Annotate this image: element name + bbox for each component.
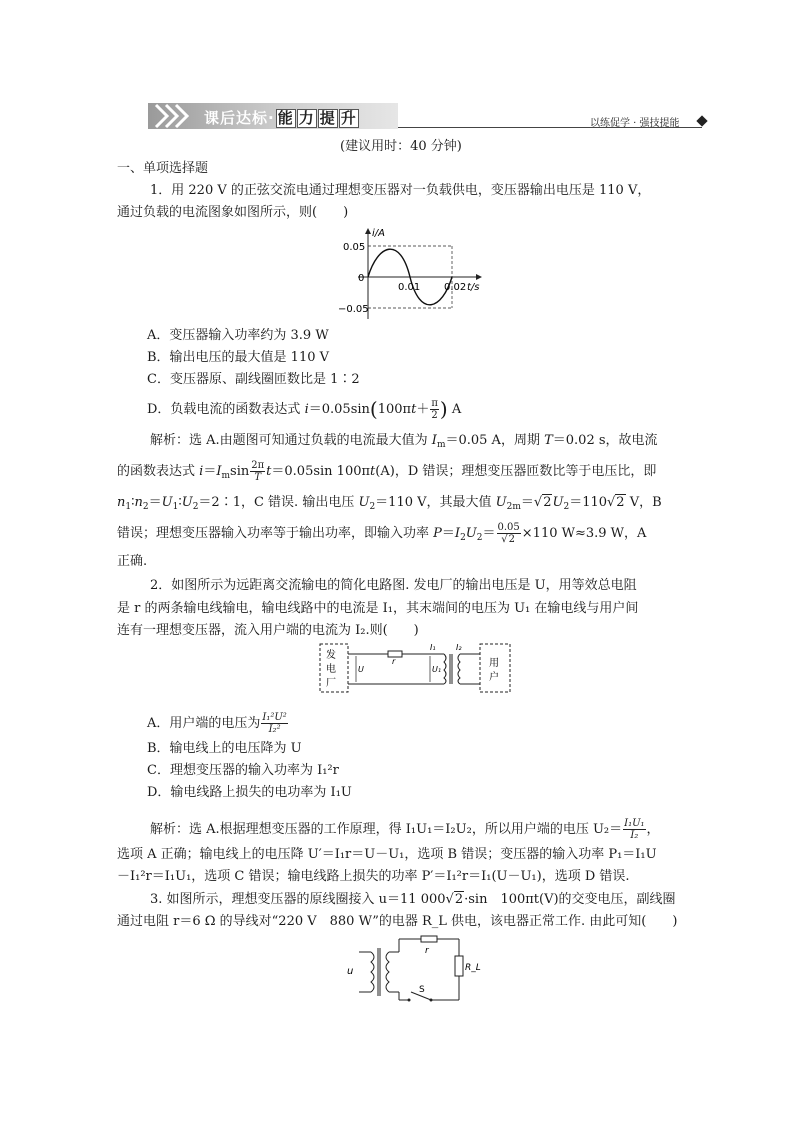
q2-solution-line2: 选项 A 正确；输电线上的电压降 U′＝I₁r＝U－U₁，选项 B 错误；变压器的输入功率 P₁＝I₁U [117, 847, 657, 862]
graph-tick-top: 0.05 [343, 242, 366, 253]
label-r: r [392, 657, 396, 666]
q1-stem-line1: 1．用 220 V 的正弦交流电通过理想变压器对一负载供电，变压器输出电压是 110 V， [150, 183, 651, 198]
q2-stem-line1: 2．如图所示为远距离交流输电的简化电路图. 发电厂的输出电压是 U，用等效总电阻 [150, 578, 637, 593]
q3-circuit-diagram [345, 934, 485, 1004]
q1-option-b[interactable]: B．输出电压的最大值是 110 V [147, 350, 330, 365]
q1-solution-line3: $n_1∶n_2=U_1∶U_2=2∶1$，C 错误. 输出电压 $U_2=110$ V，其最大值 $U_{2m}=√2U_2=110√2$ V，B [117, 495, 662, 512]
q2-option-a[interactable]: A．用户端的电压为 $\frac{\text{I₁²U²}}{\text{I₂²}}$ [147, 712, 287, 735]
q3-label-u: u [347, 966, 354, 977]
header-subtitle: 能 力 提 升 [277, 109, 357, 127]
q2-stem-line2: 是 r 的两条输电线输电，输电线路中的电流是 I₁，其末端间的电压为 U₁ 在输电线与用户间 [117, 601, 639, 616]
graph-tick-x1: 0.01 [398, 282, 421, 293]
graph-y-arrow [365, 228, 371, 234]
graph-ylabel: i/A [372, 228, 385, 239]
section-header [148, 103, 398, 129]
user-char-1: 用 [489, 658, 499, 669]
q3-primary-coil [371, 952, 374, 992]
q1-option-d[interactable]: D．负载电流的函数表达式 i＝0.05sin(100πt＋ $\frac{\pi}{2}$ ) A [147, 397, 462, 421]
q2-stem-line3: 连有一理想变压器，流入用户端的电流为 I₂.则( ) [117, 623, 419, 638]
header-slogan: 以练促学 · 强技提能 [590, 118, 680, 129]
q1-current-graph [338, 224, 488, 324]
q3-label-s: S [419, 985, 425, 995]
q1-solution-line2: 的函数表达式 $i=I_m\sin$ $\frac{2\pi}{T}$ t＝0.05sin 100πt(A)，D 错误；理想变压器匝数比等于电压比，即 [117, 460, 657, 483]
q3-label-r: r [425, 946, 429, 956]
q3-label-rl: R_L [465, 963, 481, 973]
q3-secondary-coil [386, 952, 389, 992]
q3-stem-line2: 通过电阻 r＝6 Ω 的导线对“220 V 880 W”的电器 R_L 供电，该电器正常工作. 由此可知( ) [117, 914, 678, 929]
q3-load-rl [455, 956, 463, 976]
q1-solution-line4: 错误；理想变压器输入功率等于输出功率，即输入功率 $P=I_2U_2=$ $\frac{0.05}{√2}$ ×110 W≈3.9 W，A [117, 522, 647, 545]
chevron-right-icon [154, 103, 194, 129]
q2-solution-line1: 解析：选 A.根据理想变压器的工作原理，得 I₁U₁＝I₂U₂，所以用户端的电压 U₂＝ $\frac{\text{I₁U₁}}{\text{I₂}}$ ， [150, 818, 660, 841]
q3-resistor-r [421, 936, 437, 942]
q2-option-d[interactable]: D．输电线路上损失的电功率为 I₁U [147, 785, 352, 800]
graph-tick-bottom: −0.05 [338, 304, 369, 315]
graph-x-arrow [476, 274, 482, 280]
section-title: 一、单项选择题 [117, 161, 209, 176]
q3-stem-line1: 3. 如图所示，理想变压器的原线圈接入 u＝11 000√2·sin 100πt(V)的交变电压，副线圈 [150, 892, 676, 907]
user-char-2: 户 [489, 672, 499, 683]
q1-option-a[interactable]: A．变压器输入功率约为 3.9 W [147, 328, 329, 343]
graph-xlabel: t/s [467, 282, 480, 293]
time-note: (建议用时：40 分钟) [340, 139, 462, 154]
diamond-icon [696, 115, 707, 126]
q2-circuit-diagram [318, 642, 514, 696]
q1-solution-line5: 正确. [117, 554, 148, 569]
label-i1: I₁ [430, 643, 436, 652]
transformer-secondary [458, 654, 460, 684]
q2-option-c[interactable]: C．理想变压器的输入功率为 I₁²r [147, 763, 339, 778]
q2-option-b[interactable]: B．输电线上的电压降为 U [147, 741, 302, 756]
transformer-primary [444, 654, 446, 684]
label-u1: U₁ [432, 665, 442, 674]
q1-stem-line2: 通过负载的电流图象如图所示，则( ) [117, 205, 349, 220]
q1-solution-line1: 解析：选 A.由题图可知通过负载的电流最大值为 $I_m=0.05$ A，周期 T＝0.02 s，故电流 [150, 433, 658, 450]
graph-tick-zero: 0 [358, 273, 365, 284]
q1-option-c[interactable]: C．变压器原、副线圈匝数比是 1∶2 [147, 372, 360, 387]
label-i2: I₂ [456, 643, 462, 652]
plant-char-2: 电 [326, 664, 336, 675]
q2-solution-line3: －I₁²r＝I₁U₁，选项 C 错误；输电线路上损失的功率 P′＝I₁²r＝I₁(U－U₁)，选项 D 错误. [117, 869, 630, 884]
label-u: U [358, 665, 364, 674]
plant-char-3: 厂 [326, 678, 336, 689]
header-title: 课后达标· 能 力 提 升 [204, 109, 357, 127]
plant-char-1: 发 [326, 650, 336, 661]
graph-tick-x2: 0.02 [444, 282, 467, 293]
